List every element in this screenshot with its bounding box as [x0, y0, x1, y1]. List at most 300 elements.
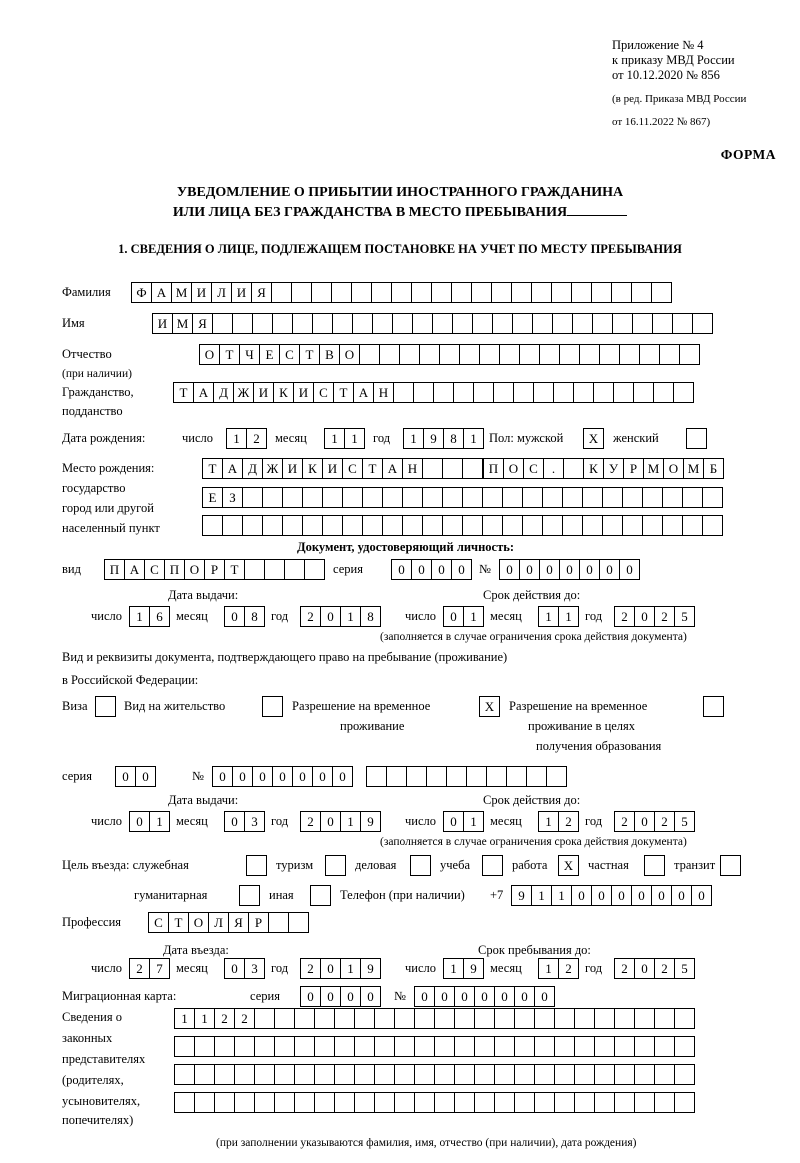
input-cell[interactable]	[442, 458, 463, 479]
input-cell[interactable]: 2	[214, 1008, 235, 1029]
input-cell[interactable]: Н	[402, 458, 423, 479]
input-cell[interactable]	[334, 1092, 355, 1113]
birth-month-cells[interactable]	[324, 428, 364, 449]
input-cell[interactable]	[542, 487, 563, 508]
input-cell[interactable]: 0	[494, 986, 515, 1007]
input-cell[interactable]: 9	[463, 958, 484, 979]
input-cell[interactable]: К	[583, 458, 604, 479]
input-cell[interactable]: 6	[149, 606, 170, 627]
input-cell[interactable]: 1	[463, 606, 484, 627]
input-cell[interactable]	[593, 382, 614, 403]
input-cell[interactable]	[462, 515, 483, 536]
input-cell[interactable]: 0	[599, 559, 620, 580]
input-cell[interactable]	[359, 344, 380, 365]
input-cell[interactable]: 1	[129, 606, 150, 627]
input-cell[interactable]: 1	[344, 428, 365, 449]
input-cell[interactable]	[399, 344, 420, 365]
input-cell[interactable]	[682, 487, 703, 508]
input-cell[interactable]: Ф	[131, 282, 152, 303]
input-cell[interactable]	[574, 1036, 595, 1057]
input-cell[interactable]: Т	[168, 912, 189, 933]
input-cell[interactable]	[453, 382, 474, 403]
citizenship-cells[interactable]	[173, 382, 693, 403]
input-cell[interactable]	[454, 1036, 475, 1057]
input-cell[interactable]: 0	[619, 559, 640, 580]
input-cell[interactable]	[302, 487, 323, 508]
input-cell[interactable]	[174, 1092, 195, 1113]
input-cell[interactable]	[602, 487, 623, 508]
input-cell[interactable]	[452, 313, 473, 334]
input-cell[interactable]: 0	[224, 811, 245, 832]
input-cell[interactable]	[254, 1064, 275, 1085]
input-cell[interactable]	[682, 515, 703, 536]
input-cell[interactable]: 0	[539, 559, 560, 580]
input-cell[interactable]	[372, 313, 393, 334]
input-cell[interactable]: М	[643, 458, 664, 479]
input-cell[interactable]	[442, 515, 463, 536]
input-cell[interactable]: Т	[333, 382, 354, 403]
input-cell[interactable]: Л	[208, 912, 229, 933]
input-cell[interactable]: О	[503, 458, 524, 479]
input-cell[interactable]: 0	[519, 559, 540, 580]
input-cell[interactable]	[494, 1092, 515, 1113]
input-cell[interactable]	[268, 912, 289, 933]
input-cell[interactable]: П	[104, 559, 125, 580]
input-cell[interactable]	[382, 515, 403, 536]
input-cell[interactable]	[474, 1036, 495, 1057]
input-cell[interactable]	[434, 1064, 455, 1085]
input-cell[interactable]	[472, 313, 493, 334]
input-cell[interactable]: Я	[192, 313, 213, 334]
input-cell[interactable]	[554, 1064, 575, 1085]
input-cell[interactable]: Р	[204, 559, 225, 580]
input-cell[interactable]: 0	[300, 986, 321, 1007]
checkbox-purpose-other[interactable]	[310, 885, 331, 906]
input-cell[interactable]	[422, 487, 443, 508]
input-cell[interactable]: 1	[340, 958, 361, 979]
checkbox-female[interactable]	[686, 428, 707, 449]
input-cell[interactable]: Т	[173, 382, 194, 403]
input-cell[interactable]	[446, 766, 467, 787]
input-cell[interactable]	[406, 766, 427, 787]
doc-issue-month-cells[interactable]	[224, 606, 264, 627]
input-cell[interactable]	[619, 344, 640, 365]
input-cell[interactable]	[513, 382, 534, 403]
input-cell[interactable]	[264, 559, 285, 580]
input-cell[interactable]: 1	[226, 428, 247, 449]
input-cell[interactable]	[654, 1092, 675, 1113]
input-cell[interactable]: Б	[703, 458, 724, 479]
stay-month-cells[interactable]	[538, 958, 578, 979]
input-cell[interactable]: 0	[320, 958, 341, 979]
input-cell[interactable]	[553, 382, 574, 403]
input-cell[interactable]: 2	[654, 606, 675, 627]
input-cell[interactable]: С	[342, 458, 363, 479]
input-cell[interactable]	[414, 1092, 435, 1113]
input-cell[interactable]: 1	[174, 1008, 195, 1029]
entry-year-cells[interactable]	[300, 958, 380, 979]
input-cell[interactable]: С	[523, 458, 544, 479]
input-cell[interactable]	[462, 487, 483, 508]
input-cell[interactable]	[422, 458, 443, 479]
doc-valid-year-cells[interactable]	[614, 606, 694, 627]
input-cell[interactable]: Ч	[239, 344, 260, 365]
input-cell[interactable]	[371, 282, 392, 303]
input-cell[interactable]: 0	[671, 885, 692, 906]
input-cell[interactable]: 0	[135, 766, 156, 787]
input-cell[interactable]	[284, 559, 305, 580]
input-cell[interactable]: 9	[360, 958, 381, 979]
input-cell[interactable]: 0	[414, 986, 435, 1007]
input-cell[interactable]	[622, 515, 643, 536]
input-cell[interactable]	[174, 1064, 195, 1085]
input-cell[interactable]: Д	[242, 458, 263, 479]
input-cell[interactable]	[294, 1092, 315, 1113]
input-cell[interactable]	[514, 1064, 535, 1085]
input-cell[interactable]	[506, 766, 527, 787]
input-cell[interactable]	[234, 1036, 255, 1057]
input-cell[interactable]: 1	[149, 811, 170, 832]
input-cell[interactable]	[271, 282, 292, 303]
input-cell[interactable]: Т	[299, 344, 320, 365]
input-cell[interactable]: 0	[391, 559, 412, 580]
input-cell[interactable]	[622, 487, 643, 508]
input-cell[interactable]	[311, 282, 332, 303]
input-cell[interactable]	[304, 559, 325, 580]
input-cell[interactable]: М	[683, 458, 704, 479]
input-cell[interactable]: 0	[320, 811, 341, 832]
input-cell[interactable]: У	[603, 458, 624, 479]
input-cell[interactable]	[394, 1064, 415, 1085]
doc-valid-month-cells[interactable]	[538, 606, 578, 627]
input-cell[interactable]	[434, 1036, 455, 1057]
input-cell[interactable]	[262, 515, 283, 536]
doc-kind-cells[interactable]	[104, 559, 324, 580]
input-cell[interactable]	[493, 382, 514, 403]
input-cell[interactable]	[432, 313, 453, 334]
input-cell[interactable]	[272, 313, 293, 334]
input-cell[interactable]	[382, 487, 403, 508]
input-cell[interactable]: 0	[411, 559, 432, 580]
checkbox-purpose-work[interactable]: X	[558, 855, 579, 876]
checkbox-purpose-private[interactable]	[644, 855, 665, 876]
input-cell[interactable]	[431, 282, 452, 303]
input-cell[interactable]	[674, 1064, 695, 1085]
input-cell[interactable]	[654, 1064, 675, 1085]
input-cell[interactable]	[282, 487, 303, 508]
input-cell[interactable]	[214, 1064, 235, 1085]
input-cell[interactable]	[642, 515, 663, 536]
input-cell[interactable]: 2	[654, 811, 675, 832]
stay-year-cells[interactable]	[614, 958, 694, 979]
input-cell[interactable]	[314, 1008, 335, 1029]
input-cell[interactable]	[634, 1008, 655, 1029]
doc-series-cells[interactable]	[391, 559, 471, 580]
input-cell[interactable]	[482, 487, 503, 508]
input-cell[interactable]	[574, 1064, 595, 1085]
permit-issue-year-cells[interactable]	[300, 811, 380, 832]
input-cell[interactable]	[354, 1036, 375, 1057]
input-cell[interactable]	[474, 1008, 495, 1029]
input-cell[interactable]	[554, 1008, 575, 1029]
input-cell[interactable]	[462, 458, 483, 479]
checkbox-male[interactable]: X	[583, 428, 604, 449]
input-cell[interactable]: 1	[194, 1008, 215, 1029]
input-cell[interactable]: П	[164, 559, 185, 580]
input-cell[interactable]	[502, 515, 523, 536]
input-cell[interactable]: 1	[403, 428, 424, 449]
input-cell[interactable]	[351, 282, 372, 303]
input-cell[interactable]: 9	[423, 428, 444, 449]
input-cell[interactable]	[434, 1092, 455, 1113]
input-cell[interactable]: 0	[443, 811, 464, 832]
input-cell[interactable]: 5	[674, 958, 695, 979]
input-cell[interactable]	[594, 1008, 615, 1029]
checkbox-purpose-transit[interactable]	[720, 855, 741, 876]
input-cell[interactable]	[674, 1008, 695, 1029]
input-cell[interactable]	[439, 344, 460, 365]
input-cell[interactable]	[479, 344, 500, 365]
input-cell[interactable]	[594, 1092, 615, 1113]
input-cell[interactable]	[394, 1008, 415, 1029]
birth-year-cells[interactable]	[403, 428, 483, 449]
input-cell[interactable]	[554, 1092, 575, 1113]
input-cell[interactable]: 0	[272, 766, 293, 787]
input-cell[interactable]	[214, 1036, 235, 1057]
mig-number-cells[interactable]	[414, 986, 554, 1007]
input-cell[interactable]	[611, 282, 632, 303]
input-cell[interactable]: 2	[246, 428, 267, 449]
input-cell[interactable]	[639, 344, 660, 365]
input-cell[interactable]	[433, 382, 454, 403]
input-cell[interactable]	[614, 1092, 635, 1113]
input-cell[interactable]	[291, 282, 312, 303]
input-cell[interactable]: 0	[634, 811, 655, 832]
input-cell[interactable]	[194, 1036, 215, 1057]
input-cell[interactable]: 0	[591, 885, 612, 906]
input-cell[interactable]	[592, 313, 613, 334]
input-cell[interactable]: С	[313, 382, 334, 403]
input-cell[interactable]	[654, 1008, 675, 1029]
permit-valid-day-cells[interactable]	[443, 811, 483, 832]
input-cell[interactable]: 2	[654, 958, 675, 979]
input-cell[interactable]	[482, 515, 503, 536]
input-cell[interactable]: О	[339, 344, 360, 365]
checkbox-temp-residence[interactable]: X	[479, 696, 500, 717]
input-cell[interactable]	[574, 1092, 595, 1113]
input-cell[interactable]	[254, 1092, 275, 1113]
input-cell[interactable]	[242, 487, 263, 508]
input-cell[interactable]: А	[353, 382, 374, 403]
input-cell[interactable]: 0	[434, 986, 455, 1007]
permit-series-cells[interactable]	[115, 766, 155, 787]
input-cell[interactable]	[633, 382, 654, 403]
permit-number-cells[interactable]	[212, 766, 352, 787]
input-cell[interactable]	[314, 1036, 335, 1057]
input-cell[interactable]: Т	[224, 559, 245, 580]
input-cell[interactable]: 0	[115, 766, 136, 787]
doc-valid-day-cells[interactable]	[443, 606, 483, 627]
input-cell[interactable]	[366, 766, 387, 787]
input-cell[interactable]: 1	[463, 428, 484, 449]
input-cell[interactable]	[394, 1036, 415, 1057]
checkbox-edu-residence[interactable]	[703, 696, 724, 717]
input-cell[interactable]	[642, 487, 663, 508]
input-cell[interactable]	[654, 1036, 675, 1057]
input-cell[interactable]	[614, 1064, 635, 1085]
input-cell[interactable]	[459, 344, 480, 365]
input-cell[interactable]	[534, 1036, 555, 1057]
input-cell[interactable]	[322, 515, 343, 536]
input-cell[interactable]	[422, 515, 443, 536]
input-cell[interactable]: 2	[234, 1008, 255, 1029]
input-cell[interactable]	[254, 1008, 275, 1029]
input-cell[interactable]	[591, 282, 612, 303]
input-cell[interactable]	[232, 313, 253, 334]
input-cell[interactable]	[491, 282, 512, 303]
input-cell[interactable]: 8	[443, 428, 464, 449]
input-cell[interactable]	[314, 1064, 335, 1085]
input-cell[interactable]: 0	[451, 559, 472, 580]
surname-cells[interactable]	[131, 282, 671, 303]
input-cell[interactable]: И	[322, 458, 343, 479]
input-cell[interactable]	[559, 344, 580, 365]
input-cell[interactable]: 1	[538, 958, 559, 979]
input-cell[interactable]: Я	[228, 912, 249, 933]
input-cell[interactable]: Е	[202, 487, 223, 508]
input-cell[interactable]: З	[222, 487, 243, 508]
input-cell[interactable]: И	[191, 282, 212, 303]
input-cell[interactable]	[394, 1092, 415, 1113]
input-cell[interactable]: 0	[312, 766, 333, 787]
input-cell[interactable]: 0	[454, 986, 475, 1007]
input-cell[interactable]	[571, 282, 592, 303]
input-cell[interactable]: 1	[324, 428, 345, 449]
input-cell[interactable]	[522, 487, 543, 508]
input-cell[interactable]: 0	[340, 986, 361, 1007]
input-cell[interactable]: 0	[634, 606, 655, 627]
input-cell[interactable]: К	[273, 382, 294, 403]
input-cell[interactable]	[354, 1008, 375, 1029]
input-cell[interactable]: 0	[651, 885, 672, 906]
input-cell[interactable]: Н	[373, 382, 394, 403]
phone-cells[interactable]	[511, 885, 711, 906]
input-cell[interactable]	[531, 282, 552, 303]
input-cell[interactable]	[274, 1064, 295, 1085]
input-cell[interactable]	[411, 282, 432, 303]
input-cell[interactable]: К	[302, 458, 323, 479]
input-cell[interactable]: Л	[211, 282, 232, 303]
input-cell[interactable]: 1	[531, 885, 552, 906]
input-cell[interactable]: Т	[362, 458, 383, 479]
input-cell[interactable]	[244, 559, 265, 580]
input-cell[interactable]	[471, 282, 492, 303]
input-cell[interactable]	[414, 1008, 435, 1029]
birthplace-city-cells-line2[interactable]	[202, 487, 722, 508]
input-cell[interactable]: 0	[431, 559, 452, 580]
input-cell[interactable]	[414, 1036, 435, 1057]
input-cell[interactable]	[511, 282, 532, 303]
input-cell[interactable]	[631, 282, 652, 303]
input-cell[interactable]: А	[193, 382, 214, 403]
input-cell[interactable]	[413, 382, 434, 403]
input-cell[interactable]: 2	[300, 811, 321, 832]
input-cell[interactable]: 0	[691, 885, 712, 906]
input-cell[interactable]	[494, 1008, 515, 1029]
input-cell[interactable]: Р	[623, 458, 644, 479]
checkbox-purpose-humanitarian[interactable]	[239, 885, 260, 906]
legal-rep-cells-line3[interactable]	[174, 1064, 694, 1085]
input-cell[interactable]	[514, 1008, 535, 1029]
checkbox-purpose-tourism[interactable]	[325, 855, 346, 876]
input-cell[interactable]: 2	[129, 958, 150, 979]
input-cell[interactable]: 0	[232, 766, 253, 787]
input-cell[interactable]: 2	[614, 606, 635, 627]
input-cell[interactable]	[651, 282, 672, 303]
input-cell[interactable]: 0	[611, 885, 632, 906]
input-cell[interactable]	[466, 766, 487, 787]
input-cell[interactable]	[393, 382, 414, 403]
input-cell[interactable]: Я	[251, 282, 272, 303]
input-cell[interactable]	[274, 1008, 295, 1029]
input-cell[interactable]	[662, 515, 683, 536]
input-cell[interactable]	[442, 487, 463, 508]
input-cell[interactable]: О	[184, 559, 205, 580]
input-cell[interactable]	[391, 282, 412, 303]
input-cell[interactable]	[334, 1036, 355, 1057]
input-cell[interactable]	[252, 313, 273, 334]
birthplace-city-cells-line1[interactable]	[483, 458, 723, 479]
input-cell[interactable]	[374, 1092, 395, 1113]
input-cell[interactable]	[674, 1092, 695, 1113]
checkbox-residence-permit[interactable]	[262, 696, 283, 717]
input-cell[interactable]: 0	[634, 958, 655, 979]
input-cell[interactable]: И	[293, 382, 314, 403]
input-cell[interactable]	[514, 1092, 535, 1113]
input-cell[interactable]: И	[282, 458, 303, 479]
entry-day-cells[interactable]	[129, 958, 169, 979]
input-cell[interactable]	[342, 515, 363, 536]
input-cell[interactable]	[274, 1036, 295, 1057]
input-cell[interactable]	[262, 487, 283, 508]
input-cell[interactable]	[539, 344, 560, 365]
stay-day-cells[interactable]	[443, 958, 483, 979]
input-cell[interactable]	[534, 1008, 555, 1029]
input-cell[interactable]: Д	[213, 382, 234, 403]
input-cell[interactable]	[474, 1092, 495, 1113]
input-cell[interactable]	[562, 515, 583, 536]
input-cell[interactable]	[374, 1008, 395, 1029]
input-cell[interactable]: Т	[202, 458, 223, 479]
input-cell[interactable]	[634, 1036, 655, 1057]
input-cell[interactable]: С	[279, 344, 300, 365]
input-cell[interactable]	[294, 1064, 315, 1085]
input-cell[interactable]	[392, 313, 413, 334]
input-cell[interactable]: 0	[292, 766, 313, 787]
input-cell[interactable]: 8	[244, 606, 265, 627]
input-cell[interactable]	[474, 1064, 495, 1085]
input-cell[interactable]: 0	[224, 606, 245, 627]
input-cell[interactable]: С	[148, 912, 169, 933]
input-cell[interactable]	[602, 515, 623, 536]
input-cell[interactable]	[212, 313, 233, 334]
input-cell[interactable]	[254, 1036, 275, 1057]
input-cell[interactable]	[402, 487, 423, 508]
input-cell[interactable]	[702, 515, 723, 536]
input-cell[interactable]: 0	[129, 811, 150, 832]
input-cell[interactable]	[494, 1064, 515, 1085]
input-cell[interactable]	[414, 1064, 435, 1085]
